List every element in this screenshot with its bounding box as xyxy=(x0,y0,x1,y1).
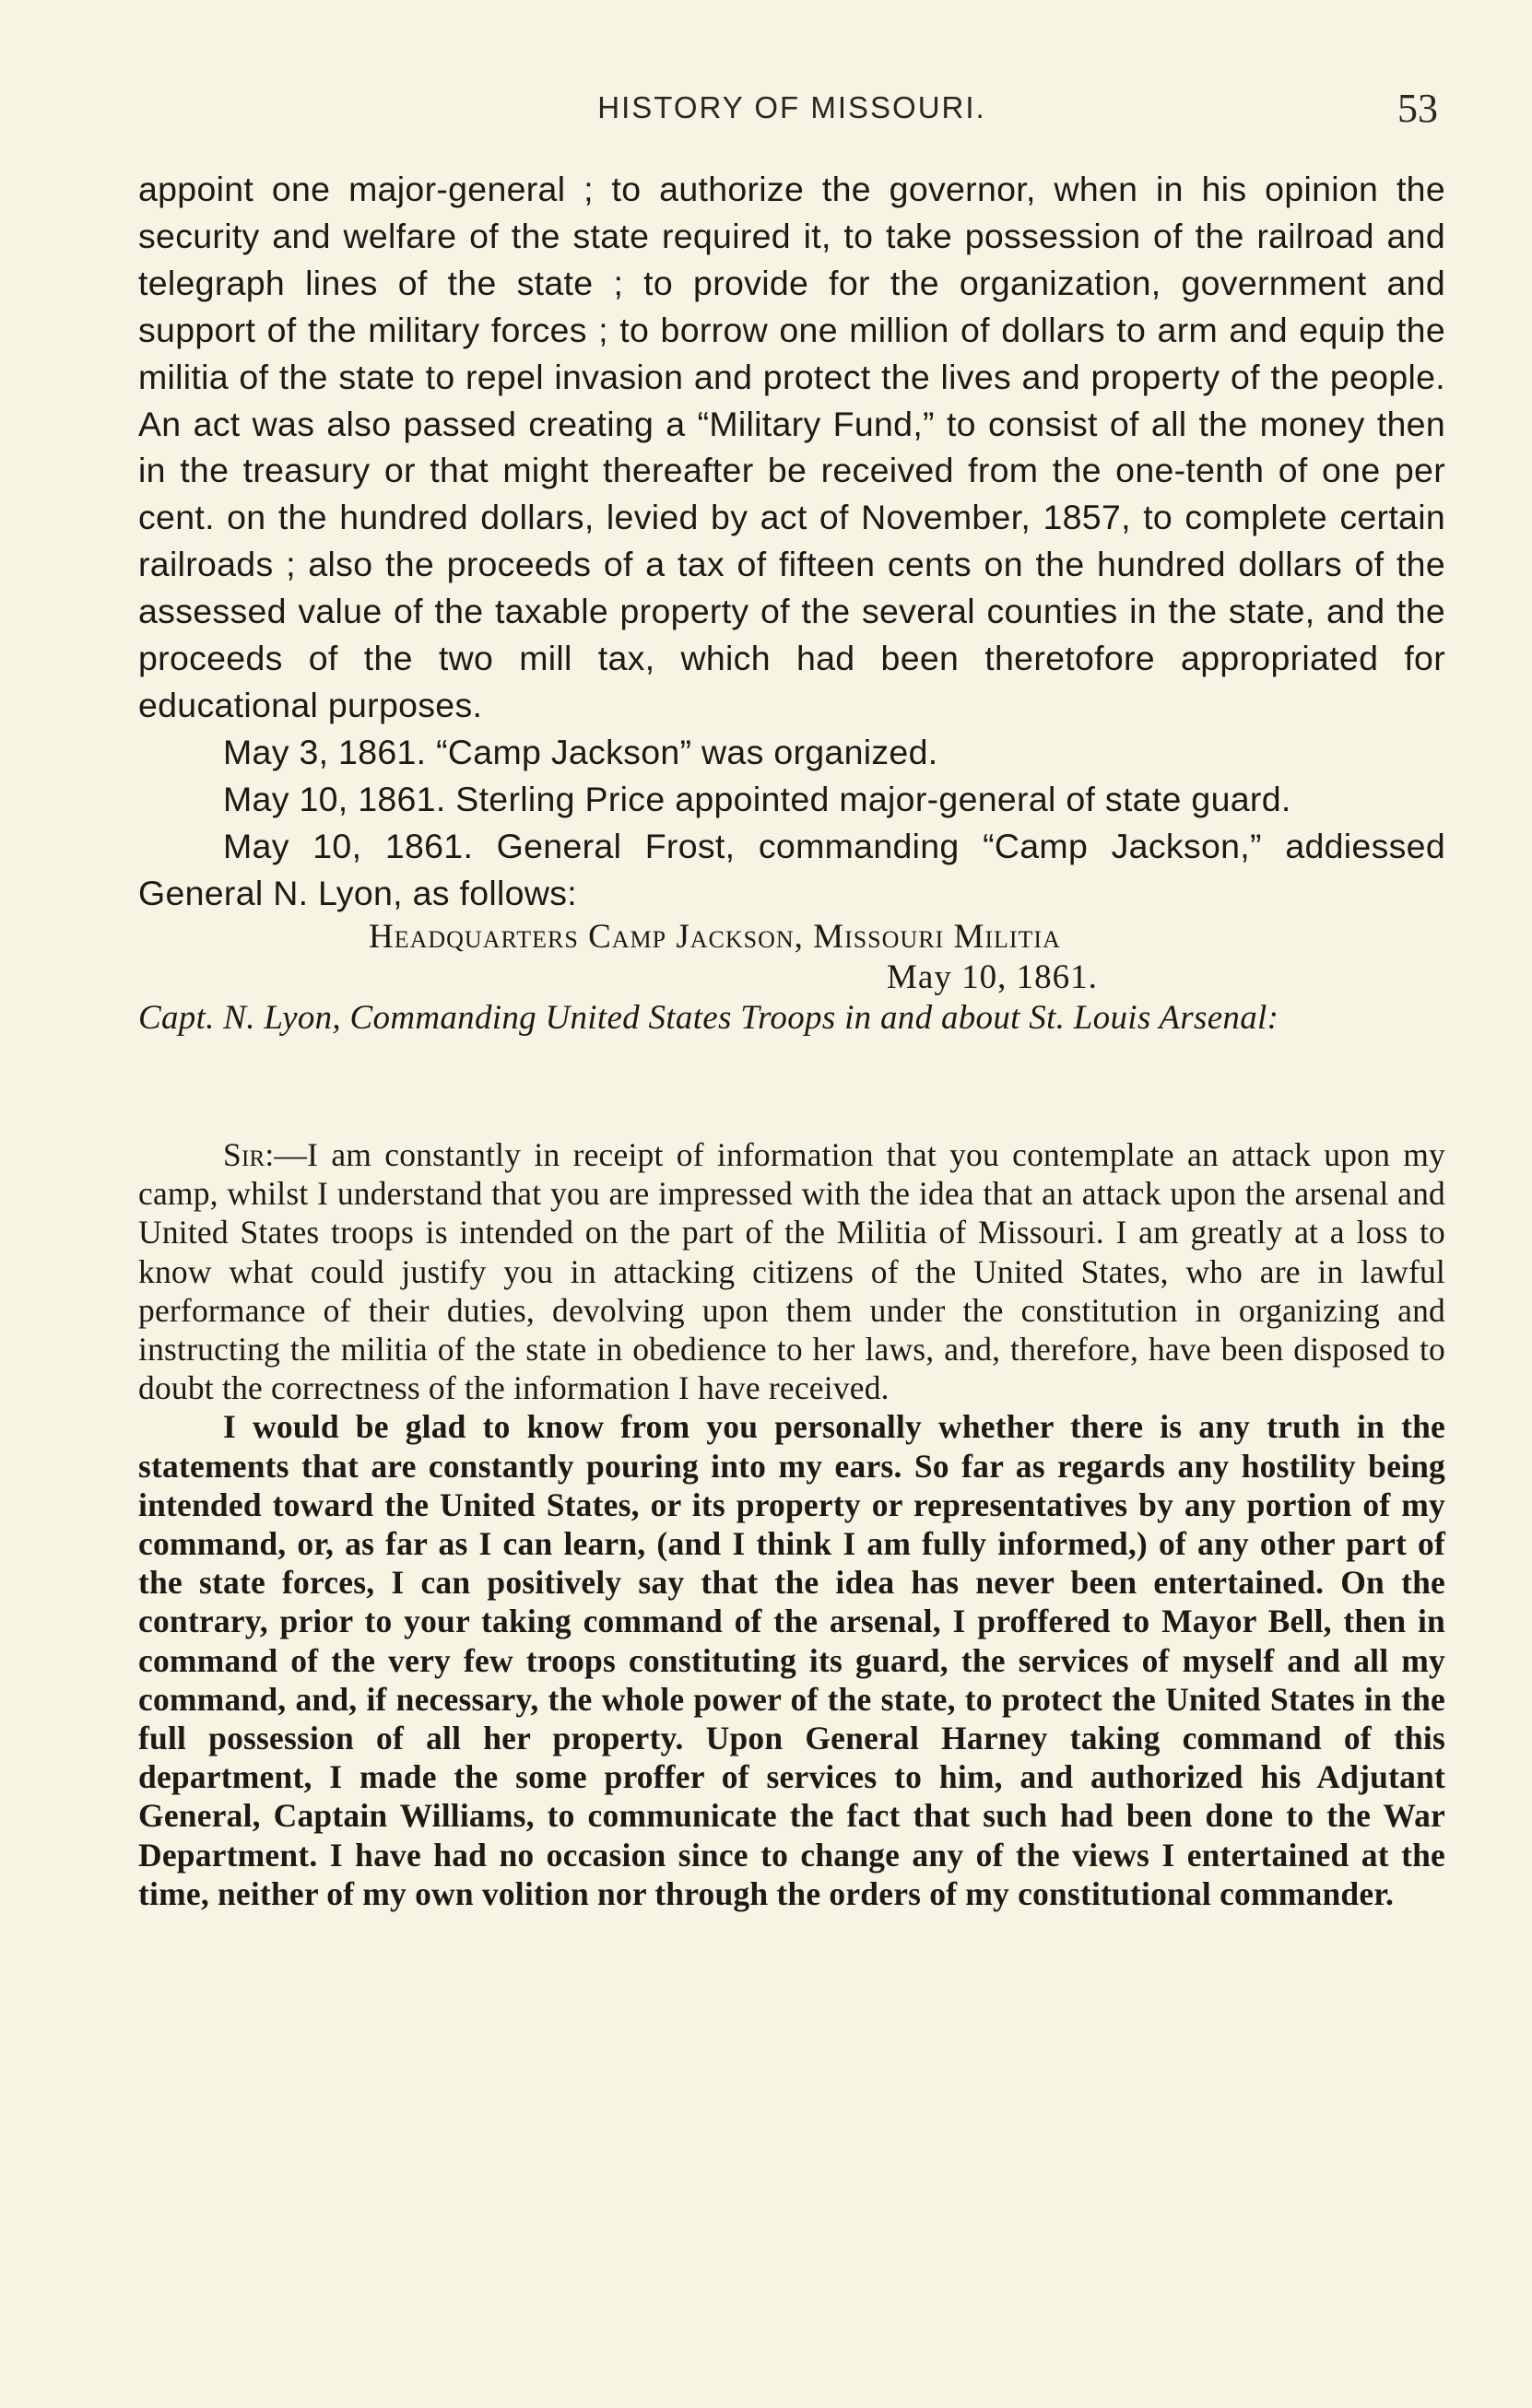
paragraph-camp-jackson: May 3, 1861. “Camp Jackson” was organized. xyxy=(223,732,938,771)
letter-paragraph-1-text: :—I am constantly in receipt of information that you contemplate an attack upon my camp, whilst I understand that you are impressed with the idea that an attack upon the arsenal and United States troops is intended on the part of the Militia of Missouri. I am greatly at a loss to know what could justify you in attacking citizens of the United States, who are in lawful performance of their duties, devolving upon them under the constitution in organizing and instructing the militia of the state in obedience to her laws, and, therefore, have been disposed to doubt the correctness of the information I have received. xyxy=(138,1136,1445,1407)
body-text xyxy=(138,166,1445,1039)
letter-paragraph-2: I would be glad to know from you personally whether there is any truth in the statements that are constantly pouring into my ears. So far as regards any hostility being intended toward the United States, or its property or representatives by any portion of my command, or, as far as I can learn, (and I think I am fully informed,) of any other part of the state forces, I can positively say that the idea has never been entertained. On the contrary, prior to your taking command of the arsenal, I proffered to Mayor Bell, then in command of the very few troops constituting its guard, the services of myself and all my command, and, if necessary, the whole power of the state, to protect the United States in the full possession of all her property. Upon General Harney taking command of this department, I made the some proffer of services to him, and authorized his Adjutant General, Captain Williams, to communicate the fact that such had been done to the War Department. I have had no occasion since to change any of the views I entertained at the time, neither of my own volition nor through the orders of my constitutional commander. xyxy=(138,1408,1445,1912)
paragraph-sterling-price: May 10, 1861. Sterling Price appointed major-general of state guard. xyxy=(223,779,1291,818)
page-number: 53 xyxy=(1397,86,1438,131)
paragraph-legislative-acts: appoint one major-general ; to authorize the governor, when in his opinion the security and welfare of the state required it, to take possession of the railroad and telegraph lines of the state ; to provide for the organization, government and support of the military forces ; to borrow one million of dollars to arm and equip the militia of the state to repel invasion and protect the lives and property of the people. An act was also passed creating a “Military Fund,” to consist of all the money then in the treasury or that might thereafter be received from the one-tenth of one per cent. on the hundred dollars, levied by act of November, 1857, to complete certain railroads ; also the proceeds of a tax of fifteen cents on the hundred dollars of the assessed value of the taxable property of the several counties in the state, and the proceeds of the two mill tax, which had been theretofore appropriated for educational purposes. xyxy=(138,170,1445,724)
letter-paragraph-1 xyxy=(138,1135,1445,1407)
letter-body xyxy=(138,1135,1445,1913)
paragraph-general-frost: May 10, 1861. General Frost, commanding “Camp Jackson,” addiessed General N. Lyon, as follows: xyxy=(138,826,1445,912)
letter-heading: Headquarters Camp Jackson, Missouri Militia xyxy=(369,917,1061,956)
letter-date: May 10, 1861. xyxy=(887,957,1098,996)
letter-address: Capt. N. Lyon, Commanding United States Troops in and about St. Louis Arsenal: xyxy=(138,998,1279,1037)
page-header xyxy=(138,86,1445,146)
letter-salutation: Sir xyxy=(223,1136,265,1173)
running-title: HISTORY OF MISSOURI. xyxy=(597,90,986,124)
